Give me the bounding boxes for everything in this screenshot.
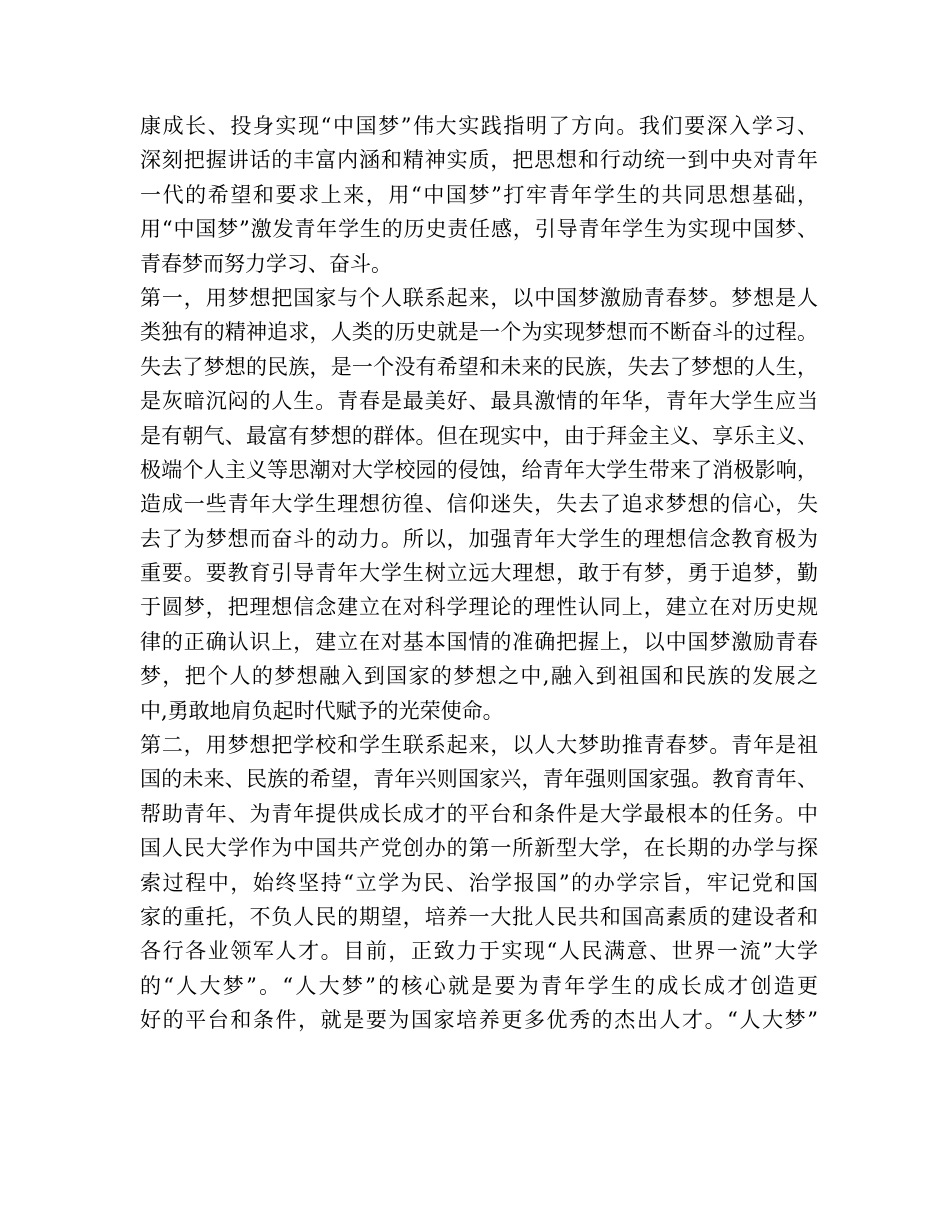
text-line: 是灰暗沉闷的人生。青春是最美好、最具激情的年华，青年大学生应当 (140, 389, 818, 414)
text-line: 于圆梦，把理想信念建立在对科学理论的理性认同上，建立在对历史规 (140, 595, 818, 620)
text-line: 造成一些青年大学生理想彷徨、信仰迷失，失去了追求梦想的信心，失 (140, 492, 818, 517)
text-line: 失去了梦想的民族，是一个没有希望和未来的民族，失去了梦想的人生， (140, 354, 818, 379)
text-line: 重要。要教育引导青年大学生树立远大理想，敢于有梦，勇于追梦，勤 (140, 561, 818, 586)
text-line: 第一，用梦想把国家与个人联系起来，以中国梦激励青春梦。梦想是人 (140, 285, 818, 310)
paragraph-first-point (140, 281, 818, 728)
paragraph-second-point (140, 728, 818, 1038)
text-line: 中,勇敢地肩负起时代赋予的光荣使命。 (140, 698, 504, 723)
text-line: 家的重托，不负人民的期望，培养一大批人民共和国高素质的建设者和 (140, 904, 818, 929)
text-line: 用“中国梦”激发青年学生的历史责任感，引导青年学生为实现中国梦、 (140, 217, 818, 242)
text-line: 是有朝气、最富有梦想的群体。但在现实中，由于拜金主义、享乐主义、 (140, 423, 818, 448)
text-line: 类独有的精神追求，人类的历史就是一个为实现梦想而不断奋斗的过程。 (140, 320, 818, 345)
text-line: 深刻把握讲话的丰富内涵和精神实质，把思想和行动统一到中央对青年 (140, 148, 818, 173)
text-line: 索过程中，始终坚持“立学为民、治学报国”的办学宗旨，牢记党和国 (140, 870, 818, 895)
text-line: 梦，把个人的梦想融入到国家的梦想之中,融入到祖国和民族的发展之 (140, 664, 818, 689)
text-line: 第二，用梦想把学校和学生联系起来，以人大梦助推青春梦。青年是祖 (140, 733, 818, 758)
text-line: 康成长、投身实现“中国梦”伟大实践指明了方向。我们要深入学习、 (140, 114, 818, 138)
text-line: 国的未来、民族的希望，青年兴则国家兴，青年强则国家强。教育青年、 (140, 767, 818, 792)
text-line: 律的正确认识上，建立在对基本国情的准确把握上，以中国梦激励青春 (140, 629, 818, 654)
text-line: 国人民大学作为中国共产党创办的第一所新型大学，在长期的办学与探 (140, 836, 818, 861)
text-line: 去了为梦想而奋斗的动力。所以，加强青年大学生的理想信念教育极为 (140, 526, 818, 551)
text-line: 帮助青年、为青年提供成长成才的平台和条件是大学最根本的任务。中 (140, 801, 818, 826)
text-line: 好的平台和条件，就是要为国家培养更多优秀的杰出人才。“人大梦” (140, 1008, 818, 1033)
text-line: 的“人大梦”。“人大梦”的核心就是要为青年学生的成长成才创造更 (140, 973, 818, 998)
text-line: 各行各业领军人才。目前，正致力于实现“人民满意、世界一流”大学 (140, 939, 818, 964)
document-body (140, 109, 818, 1038)
paragraph-intro (140, 109, 818, 281)
text-line: 一代的希望和要求上来，用“中国梦”打牢青年学生的共同思想基础， (140, 182, 818, 207)
text-line: 极端个人主义等思潮对大学校园的侵蚀，给青年大学生带来了消极影响， (140, 457, 818, 482)
text-line: 青春梦而努力学习、奋斗。 (140, 251, 392, 276)
